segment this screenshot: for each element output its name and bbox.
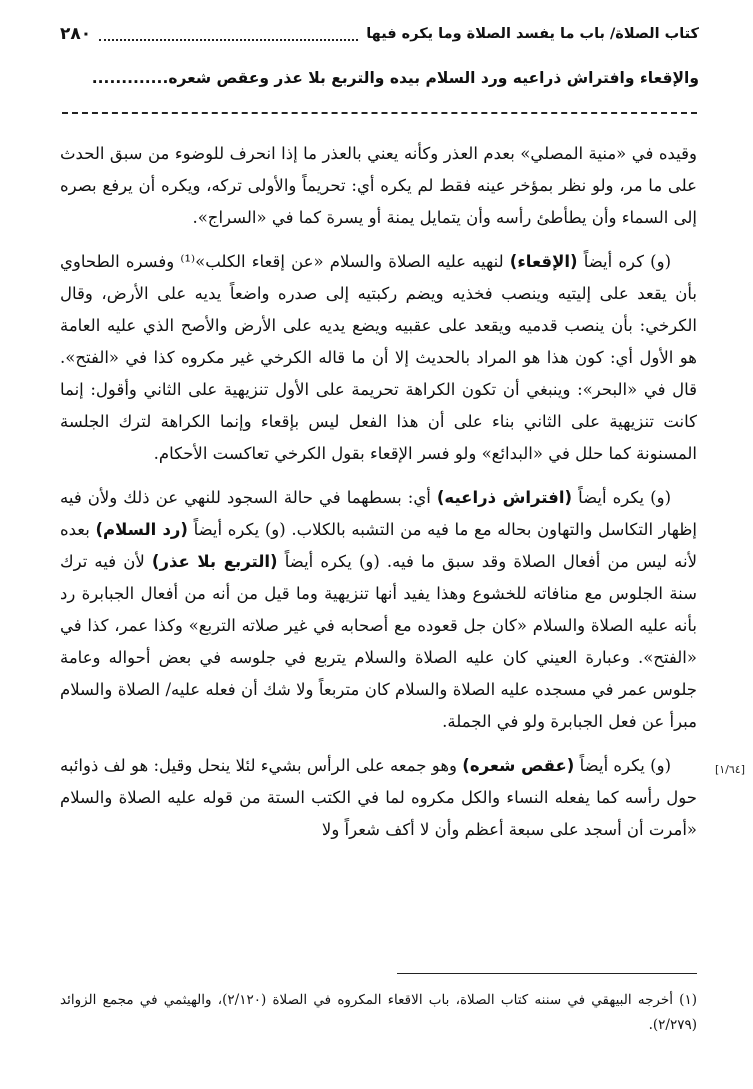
header-dotted-leader (99, 27, 358, 41)
p4-intro: (و) يكره أيضاً (574, 756, 672, 775)
page-number: ٢٨٠ (60, 24, 92, 44)
p3-term-1: (افتراش ذراعيه) (436, 488, 573, 507)
p2-text: لنهيه عليه الصلاة والسلام «عن إقعاء الكلب»⁽¹⁾ وفسره الطحاوي بأن يقعد على إليتيه وينصب فخذيه ويضم ركبتيه إلى صدره واضعاً يديه على الأرض، وقال الكرخي: بأن ينصب قدميه ويقعد على عقبيه ويضع يديه على الأرض والأصح الذي عليه العامة هو الأول أي: كون هذا هو المراد بالحديث إلا أن ما قاله الكرخي غير مكروه كذا في «الفتح». قال في «البحر»: وينبغي أن تكون الكراهة تحريمة على الأول تنزيهية على الثاني وأقول: إنما كانت تنزيهية على الثاني بناء على أن هذا الفعل ليس بإقعاء وإنما الكراهة لترك الجلسة المسنونة كما حلل في «البدائع» ولو فسر الإقعاء بقول الكرخي تعاكست الأحكام. (60, 252, 697, 463)
paragraph-3 (60, 482, 697, 738)
footnote-rule (397, 973, 697, 974)
p3-seg-1: (و) يكره أيضاً (572, 488, 672, 507)
paragraph-4 (60, 750, 697, 846)
dashed-separator (62, 112, 697, 114)
commentary-body (60, 138, 697, 858)
p3-seg-2: أي: بسطهما في حالة السجود للنهي عن ذلك ولأن فيه إظهار التكاسل والتهاون بحاله مع ما فيه من التشبه بالكلاب. (و) يكره أيضاً (60, 488, 697, 539)
p2-intro: (و) كره أيضاً (577, 252, 672, 271)
p4-term: (عقص شعره) (462, 756, 575, 775)
p3-term-2: (رد السلام) (95, 520, 188, 539)
p3-seg-4: لأن فيه ترك سنة الجلوس مع منافاته للخشوع وهذا يفيد أنها تنزيهية وما قيل من أنه من أفعال الجبابرة رد بأنه عليه الصلاة والسلام «كان جل قعوده مع أصحابه في غير صلاته التربع» وكذا عمر، كذا في «الفتح». وعبارة العيني كان عليه الصلاة والسلام يتربع في جلوسه في بعض أحواله وعامة جلوس عمر في مسجده عليه الصلاة والسلام كان متربعاً ولا شك أن فعله عليه/ الصلاة والسلام مبرأ عن فعل الجبابرة ولو في الجملة. (60, 552, 697, 731)
margin-folio-reference: [١/٦٤] (714, 763, 745, 776)
p3-seg-3: بعده لأنه ليس من أفعال الصلاة وقد سبق ما فيه. (و) يكره أيضاً (60, 520, 697, 571)
p4-text: وهو جمعه على الرأس بشيء لئلا ينحل وقيل: هو لف ذوائبه حول رأسه كما يفعله النساء والكل مكروه لما في الكتب الستة من قوله عليه الصلاة والسلام «أمرت أن أسجد على سبعة أعظم وأن لا أكف شعراً ولا (60, 756, 697, 839)
p2-term: (الإقعاء) (509, 252, 578, 271)
p3-term-3: (التربع بلا عذر) (151, 552, 278, 571)
running-title: كتاب الصلاة/ باب ما يفسد الصلاة وما يكره فيها (366, 26, 699, 42)
running-header (60, 18, 699, 50)
footnote-1: (١) أخرجه البيهقي في سننه كتاب الصلاة، باب الاقعاء المكروه في الصلاة (٢/١٢٠)، والهيثمي في مجمع الزوائد (٢/٢٧٩). (60, 992, 697, 1033)
paragraph-1: وقيده في «منية المصلي» بعدم العذر وكأنه يعني بالعذر ما إذا انحرف للوضوء من سبق الحدث على ما مر، ولو نظر بمؤخر عينه فقط لم يكره أي: تحريماً والأولى تركه، ويكره أن يرفع بصره إلى السماء وأن يطأطئ رأسه وأن يتمايل يمنة أو يسرة كما في «السراج». (60, 144, 697, 227)
paragraph-2 (60, 246, 697, 470)
matn-heading: والإقعاء وافتراش ذراعيه ورد السلام بيده والتربع بلا عذر وعقص شعره............. (91, 69, 699, 87)
